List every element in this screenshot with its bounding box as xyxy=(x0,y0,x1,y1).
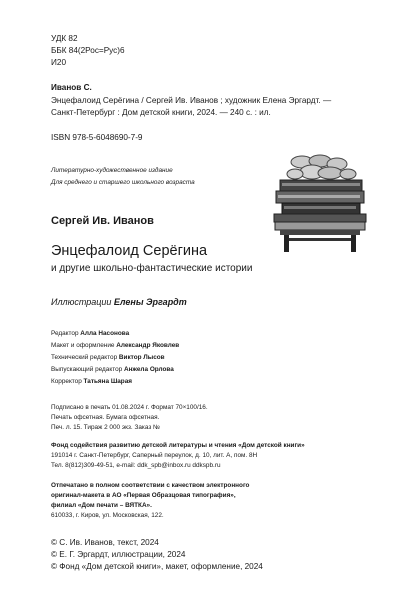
publisher-address: 191014 г. Санкт-Петербург, Саперный переулок, д. 10, лит. А, пом. 8Н xyxy=(51,452,258,459)
book-author: Сергей Ив. Иванов xyxy=(51,215,154,227)
print-info-2: Печать офсетная. Бумага офсетная. xyxy=(51,414,160,421)
credit-tech-editor: Технический редактор Виктор Лысов xyxy=(51,354,165,361)
printer-line-2: оригинал-макета в АО «Первая Образцовая типография», xyxy=(51,492,236,499)
edition-audience: Для среднего и старшего школьного возраста xyxy=(51,179,195,186)
book-subtitle: и другие школьно-фантастические истории xyxy=(51,263,253,274)
publisher-contacts: Тел. 8(812)309-49-51, e-mail: ddk_spb@inbox.ru ddkspb.ru xyxy=(51,462,221,469)
isbn: ISBN 978-5-6048690-7-9 xyxy=(51,133,143,142)
book-illustration xyxy=(270,152,370,252)
bbk-code: ББК 84(2Рос=Рус)6 xyxy=(51,46,125,55)
credit-editor: Редактор Алла Насонова xyxy=(51,330,130,337)
illustrations-credit xyxy=(51,297,187,308)
copyright-illustrations: © Е. Г. Эргардт, иллюстрации, 2024 xyxy=(51,550,186,559)
print-info-3: Печ. л. 15. Тираж 2 000 экз. Заказ № xyxy=(51,424,160,431)
printer-line-1: Отпечатано в полном соответствии с качеством электронного xyxy=(51,482,250,489)
author-sign-code: И20 xyxy=(51,58,66,67)
edition-type: Литературно-художественное издание xyxy=(51,167,173,174)
illustrations-prefix: Иллюстрации xyxy=(51,297,114,307)
copyright-text: © С. Ив. Иванов, текст, 2024 xyxy=(51,538,159,547)
copyright-layout: © Фонд «Дом детской книги», макет, оформление, 2024 xyxy=(51,562,263,571)
credit-managing-editor: Выпускающий редактор Анжела Орлова xyxy=(51,366,174,373)
credit-proofreader: Корректор Татьяна Шарая xyxy=(51,378,132,385)
illustrator-name: Елены Эргардт xyxy=(113,297,187,307)
credit-layout: Макет и оформление Александр Яковлев xyxy=(51,342,180,349)
print-info-1: Подписано в печать 01.08.2024 г. Формат 70×100/16. xyxy=(51,404,208,411)
udk-code: УДК 82 xyxy=(51,34,78,43)
printer-line-4: 610033, г. Киров, ул. Московская, 122. xyxy=(51,512,164,519)
catalog-author-heading: Иванов С. xyxy=(51,83,92,92)
printer-line-3: филиал «Дом печати – ВЯТКА». xyxy=(51,502,152,509)
catalog-line-1: Энцефалоид Серёгина / Сергей Ив. Иванов ; художник Елена Эргардт. — xyxy=(51,96,332,105)
book-title: Энцефалоид Серёгина xyxy=(51,243,208,259)
catalog-line-2: Санкт-Петербург : Дом детской книги, 2024. — 240 с. : ил. xyxy=(51,108,271,117)
publisher-name: Фонд содействия развитию детской литературы и чтения «Дом детской книги» xyxy=(51,442,305,449)
